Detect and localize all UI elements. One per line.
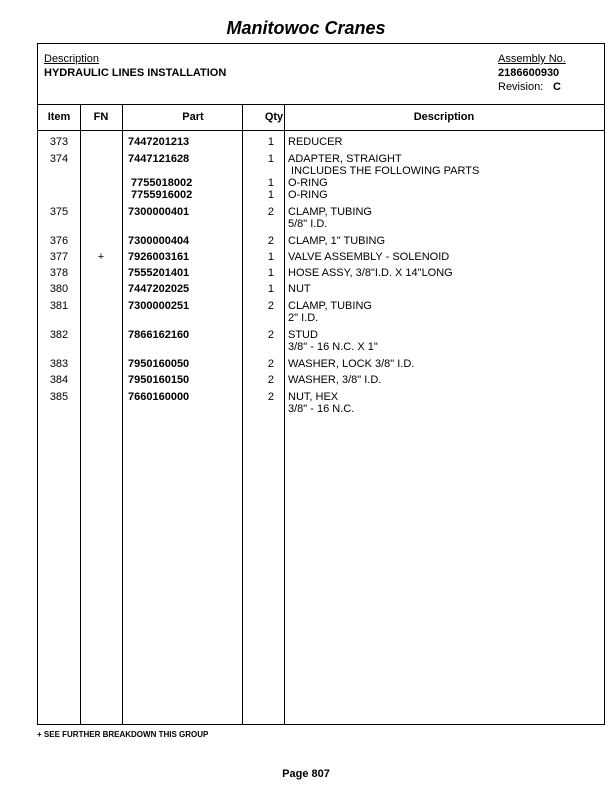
part-number: 7660160000 (128, 391, 190, 403)
part-number: 7300000251 (128, 300, 190, 312)
description-line: CLAMP, TUBING (288, 300, 372, 312)
part-number: 7950160150 (128, 374, 190, 386)
page-number: Page 807 (282, 768, 330, 780)
item-number: 377 (49, 251, 69, 263)
assembly-value: 2186600930 (498, 67, 560, 79)
item-number: 373 (49, 136, 69, 148)
description-line: 5/8" I.D. (288, 218, 328, 230)
quantity: 1 (267, 153, 274, 165)
part-description (288, 374, 598, 386)
description-line: CLAMP, TUBING (288, 206, 372, 218)
description-line: WASHER, LOCK 3/8" I.D. (288, 358, 415, 370)
item-number: 382 (49, 329, 69, 341)
quantity: 1 (267, 283, 274, 295)
part-number: 7300000404 (128, 235, 190, 247)
item-number: 378 (49, 267, 69, 279)
item-number: 384 (49, 374, 69, 386)
description-line: O-RING (288, 177, 328, 189)
item-number: 381 (49, 300, 69, 312)
brand-title: Manitowoc Cranes (226, 18, 386, 38)
revision-label: Revision: (498, 81, 544, 93)
part-number: 7926003161 (128, 251, 190, 263)
quantity: 2 (267, 235, 274, 247)
column-header-part: Part (182, 111, 204, 123)
part-description (288, 177, 598, 189)
revision-value: C (553, 81, 561, 93)
part-description (288, 300, 598, 324)
quantity: 1 (267, 177, 274, 189)
item-number: 380 (49, 283, 69, 295)
column-divider (284, 104, 285, 724)
description-line: INCLUDES THE FOLLOWING PARTS (288, 165, 480, 177)
quantity: 2 (267, 391, 274, 403)
description-line: STUD (288, 329, 318, 341)
quantity: 2 (267, 329, 274, 341)
quantity: 1 (267, 136, 274, 148)
quantity: 1 (267, 267, 274, 279)
description-label: Description (44, 53, 100, 65)
part-description (288, 235, 598, 247)
assembly-header (38, 44, 604, 105)
description-line: 2" I.D. (288, 312, 319, 324)
quantity: 1 (267, 251, 274, 263)
part-number: 7866162160 (128, 329, 190, 341)
part-number: 7755916002 (128, 189, 193, 201)
description-line: VALVE ASSEMBLY - SOLENOID (288, 251, 450, 263)
column-header-description: Description (413, 111, 475, 123)
quantity: 1 (267, 189, 274, 201)
quantity: 2 (267, 374, 274, 386)
fn-marker: + (97, 251, 105, 263)
description-line: HOSE ASSY, 3/8"I.D. X 14"LONG (288, 267, 453, 279)
part-description (288, 136, 598, 148)
column-header-qty: Qty (264, 111, 284, 123)
part-number: 7447201213 (128, 136, 190, 148)
item-number: 376 (49, 235, 69, 247)
part-description (288, 251, 598, 263)
part-description (288, 267, 598, 279)
part-number: 7447121628 (128, 153, 190, 165)
description-line: 3/8" - 16 N.C. (288, 403, 355, 415)
part-description (288, 329, 598, 353)
description-line: O-RING (288, 189, 328, 201)
description-line: ADAPTER, STRAIGHT (288, 153, 402, 165)
part-description (288, 358, 598, 370)
item-number: 383 (49, 358, 69, 370)
item-number: 385 (49, 391, 69, 403)
part-number: 7555201401 (128, 267, 190, 279)
part-description (288, 206, 598, 230)
quantity: 2 (267, 300, 274, 312)
description-line: CLAMP, 1" TUBING (288, 235, 386, 247)
part-number: 7300000401 (128, 206, 190, 218)
description-line: WASHER, 3/8" I.D. (288, 374, 382, 386)
assembly-label: Assembly No. (498, 53, 566, 65)
part-description (288, 189, 598, 201)
part-number: 7447202025 (128, 283, 190, 295)
item-number: 374 (49, 153, 69, 165)
part-number: 7950160050 (128, 358, 190, 370)
description-line: 3/8" - 16 N.C. X 1" (288, 341, 378, 353)
description-value: HYDRAULIC LINES INSTALLATION (44, 67, 227, 79)
column-header-fn: FN (93, 111, 109, 123)
column-divider (80, 104, 81, 724)
column-header-item: Item (47, 111, 71, 123)
quantity: 2 (267, 358, 274, 370)
parts-table-frame (37, 43, 605, 725)
quantity: 2 (267, 206, 274, 218)
part-description (288, 283, 598, 295)
item-number: 375 (49, 206, 69, 218)
footnote: + SEE FURTHER BREAKDOWN THIS GROUP (37, 730, 209, 739)
description-line: NUT, HEX (288, 391, 339, 403)
description-line: REDUCER (288, 136, 343, 148)
part-description (288, 153, 598, 177)
part-description (288, 391, 598, 415)
description-line: NUT (288, 283, 311, 295)
part-number: 7755018002 (128, 177, 193, 189)
column-divider (122, 104, 123, 724)
